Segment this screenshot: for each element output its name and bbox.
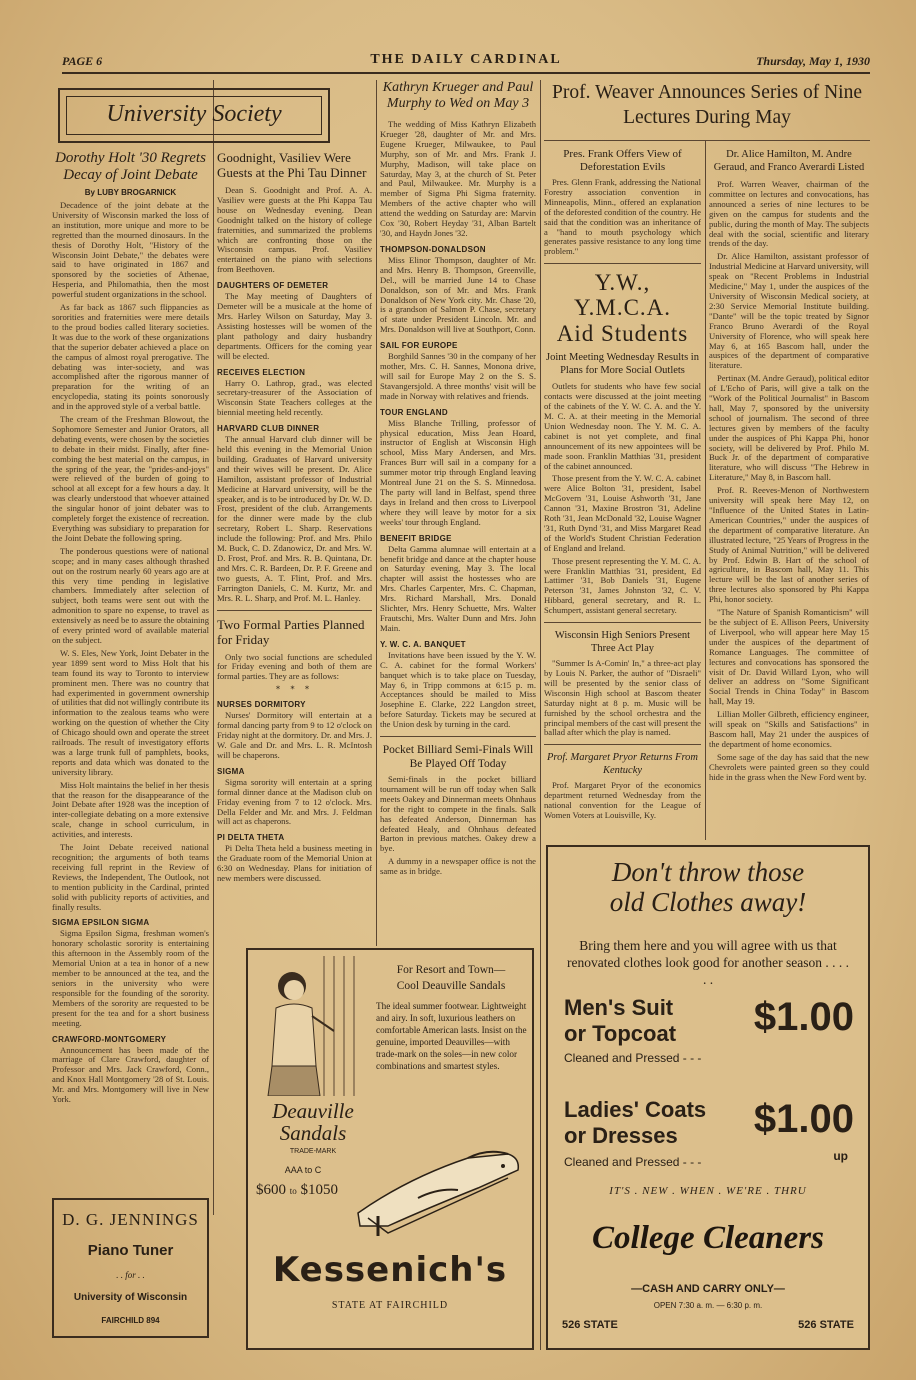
jennings-for: . . for . . — [116, 1270, 145, 1280]
issue-date: Thursday, May 1, 1930 — [756, 54, 870, 68]
crawford-heading: CRAWFORD-MONTGOMERY — [52, 1034, 167, 1044]
divider — [544, 622, 701, 623]
goodnight-item-text: The annual Harvard club dinner will be held this evening in the Memorial Union building. Graduates of Harvard university and their wives will be present. Dr. Alice Hamilton, assistant professor of Industrial Medicine at Harvard university, will be the speaker, and is to be introduced by Dr. W. D. Frost, president of the club. Arrangements for the dinner were made by the club secretary, Robert L. Sharp. Reservations include the following: Prof. and Mrs. Philo M. Buck, C. D. Zdanowicz, Dr. and Mrs. W. D. Frost, Prof. and Mrs. R. B. Quintana, Dr. and Mrs. C. R. Bardeen, Dr. P. F. Greene and two guests, A. T. Flint, Prof. and Mrs. Farrington Daniels, C. M. Kurtz, Mr. and Mrs. R. L. Sharp, and Prof. M. L. Hanley. — [217, 434, 372, 603]
jennings-phone: FAIRCHILD 894 — [101, 1316, 160, 1325]
highseniors-headline: Wisconsin High Seniors Present Three Act Play — [554, 630, 691, 655]
ywca-paragraph: Outlets for students who have few social contacts were discussed at the joint meeting of the cabinets of the Y. W. C. A. and the Y. M. C. A. at their meeting in the Memorial Union Wednesday noon. The Y. M. C. A. cabinet is not yet complete, and final announcement of its new appointees will be made soon. Franklin Matthias '31, president of the cabinet announced. — [544, 381, 701, 471]
holt-paragraph: The ponderous questions were of national scope; and in many cases although thrashed out on the rostrum nearly 60 years ago are at this very time pending in legislative chambers. Immediately after selection of subject, both teams were sent out with the admonition to spare no expense, to travel as extensively as need be to assure the obtaining of every printed word of available material on the subject. — [52, 545, 209, 645]
ywca-headline-line2: Aid Students — [556, 321, 689, 347]
krueger-headline: Kathryn Krueger and Paul Murphy to Wed on May 3 — [382, 80, 534, 111]
divider — [544, 744, 701, 745]
holt-byline: By LUBY BROGARNICK — [84, 188, 177, 197]
price-high: $1050 — [300, 1182, 339, 1198]
krueger-item-text: Invitations have been issued by the Y. W. C. A. cabinet for the formal Workers' banquet which is to take place on Tuesday, May 6, in Tripp commons at 6:15 p. m. Acceptances should be mailed to Miss Josephine E. Clarke, 222 Langdon street, before Saturday. Tickets may be secured at the Union desk by turning in the card. — [380, 649, 536, 730]
krueger-item-text: Miss Elinor Thompson, daughter of Mr. and Mrs. Henry B. Thompson, Greenville, Del., will be married June 14 to Chase Donaldson, son of Mr. and Mrs. Frank Donaldson of New York city. Mr. Chase '20, is a grandson of Salmon P. Chase, secretary of state under President Lincoln. Mr. and Mrs. Donaldson will live at Southport, Conn. — [380, 254, 536, 335]
column-3 — [380, 80, 536, 945]
weaver-headline: Prof. Weaver Announces Series of Nine Lectures During May — [552, 82, 862, 128]
page-number: PAGE 6 — [62, 54, 103, 68]
college-cleaners-logo: College Cleaners — [592, 1220, 824, 1256]
holt-paragraph: The Joint Debate received national recognition; the arguments of both teams receiving full reprint in the Review of Reviews, the Independent, The Outlook, not to mention publicity in the Cardinal, printed solid with publicity reports of activities, and finally results. — [52, 842, 209, 912]
stars-divider: * * * — [275, 685, 314, 695]
column-5 — [709, 148, 869, 843]
item2-sub: Cleaned and Pressed - - - — [564, 1155, 702, 1169]
column-2 — [217, 150, 372, 945]
item2-title — [564, 1097, 706, 1149]
sandals-heading-2: Cool Deauville Sandals — [396, 980, 506, 992]
price-low: $600 — [256, 1182, 286, 1198]
divider — [380, 736, 536, 737]
headline-rule — [544, 140, 870, 141]
weaver-subhead: Dr. Alice Hamilton, M. Andre Geraud, and Franco Averardi Listed — [713, 149, 865, 173]
holt-paragraph: Miss Holt maintains the belief in her thesis that the reason for the disappearance of the Joint Debate after 1928 was the inception of inter-collegiate debating on a more extensive scale, change in school curriculum, in activities, and interests. — [52, 779, 209, 840]
ywca-subhead: Joint Meeting Wednesday Results in Plans for More Social Outlets — [546, 352, 699, 377]
goodnight-text: Dean S. Goodnight and Prof. A. A. Vasiliev were guests at the Phi Kappa Tau house on Wednesday evening. Dean Goodnight talked on the history of college fraternities, and summarized the problems which are confronting those on the Wisconsin campus. Prof. Vasiliev entertained on the piano with selections from Beethoven. — [217, 185, 372, 275]
cleaners-tagline: IT'S . NEW . WHEN . WE'RE . THRU — [609, 1185, 807, 1197]
weaver-paragraph: Prof. R. Reeves-Menon of Northwestern university will speak here May 12, on "Influence of the United States in Latin-American Countries," under the auspices of the department of comparative literature. An illustrated lecture, "25 Years of Progress in the Study of Animal Nutrition," will be delivered by Prof. Edwin B. Hart of the school of agriculture, in Bascom hall, May 11. This lecture will be the last of another series of three lectures also sponsored by Phi Kappa Phi, honor society. — [709, 485, 869, 605]
column-1 — [52, 150, 209, 1190]
goodnight-item-heading: HARVARD CLUB DINNER — [217, 424, 320, 434]
weaver-paragraph: Pertinax (M. Andre Geraud), political editor of L'Echo of Paris, will give a talk on the "Work of the Political Journalist" in Bascom hall, May 7, sponsored by the university school of journalism. The second of three lectures given by members of the faculty under the auspices of Phi Kappa Phi, honor society, will be delivered by Prof. Philo M. Buck Jr. of the department of comparative literature, who will discuss "The Hebrew in Literature," May 8, in Bascom hall. — [709, 373, 869, 483]
item1-line2: or Topcoat — [564, 1021, 677, 1046]
holt-headline: Dorothy Holt '30 Regrets Decay of Joint Debate — [55, 150, 206, 183]
column-rule — [213, 80, 214, 1215]
formal-headline: Two Formal Parties Planned for Friday — [217, 616, 365, 647]
column-rule — [540, 80, 541, 1350]
society-header-box — [58, 88, 330, 143]
krueger-item-heading: TOUR ENGLAND — [380, 407, 448, 417]
item1-sub: Cleaned and Pressed - - - — [564, 1051, 702, 1065]
sigma-epsilon-heading: SIGMA EPSILON SIGMA — [52, 918, 150, 928]
society-title: University Society — [106, 101, 282, 127]
sandals-ad — [246, 948, 534, 1350]
cleaners-ad — [546, 845, 870, 1350]
pryor-headline: Prof. Margaret Pryor Returns From Kentucky — [547, 752, 698, 777]
goodnight-headline: Goodnight, Vasiliev Were Guests at the Phi Tau Dinner — [217, 150, 367, 180]
formal-item-heading: PI DELTA THETA — [217, 833, 285, 843]
masthead — [62, 52, 870, 74]
formal-item-text: Pi Delta Theta held a business meeting in the Graduate room of the Memorial Union at 6:30 on Wednesday. Plans for initiation of new members were discussed. — [217, 843, 372, 884]
item2-line1: Ladies' Coats — [564, 1097, 707, 1122]
kessenich-logo: Kessenich's — [272, 1250, 508, 1290]
frank-headline: Pres. Frank Offers View of Deforestation Evils — [563, 148, 682, 173]
jennings-title: Piano Tuner — [87, 1242, 174, 1259]
holt-paragraph: W. S. Eles, New York, Joint Debater in the year 1899 sent word to Miss Holt that his team found its way to Toronto to interview prominent men. There was no country that had experimented in government ownership of utilities that did not willingly contribute its information to the zealous teams who were working on the question of whether the City of Chicago should own and operate the street railroads. The result of investigatory efforts was a large trunk full of pamphlets, books, reports and data which was donated to the university library. — [52, 647, 209, 777]
formal-item-text: Sigma sorority will entertain at a spring formal dinner dance at the Madison club on Friday evening from 7 to 12 o'clock. Mrs. Della Felder and Mr. and Mrs. J. Feldman will act as chaperons. — [217, 776, 372, 827]
sandals-text: The ideal summer footwear. Lightweight and airy. In soft, luxurious leathers on comfortable American lasts. Insist on the genuine, imported Deauvilles—with trade-mark on the soles—in new color combinations and smartest styles. — [376, 1001, 527, 1071]
formal-item-heading: NURSES DORMITORY — [217, 700, 306, 710]
jennings-place: University of Wisconsin — [73, 1292, 188, 1303]
frank-text: Pres. Glenn Frank, addressing the National Forestry association convention in Minneapolis, Minn., offered an explanation of the deforested condition of the country. He said that the condition was an inheritance of a "hand to mouth psychology which generates passive resistance to any long time problem." — [544, 177, 701, 257]
item1-line1: Men's Suit — [564, 995, 674, 1020]
sigma-epsilon-text: Sigma Epsilon Sigma, freshman women's honorary scholastic sorority is entertaining this afternoon in the Assembly room of the Memorial Union at a tea in honor of a new member to be announced at the tea, and the seniors in the university who were responsible for the founding of the sorority. Members of the sorority are requested to be present for the tea and for a short business meeting. — [52, 928, 209, 1028]
divider — [217, 610, 372, 611]
weaver-paragraph: Dr. Alice Hamilton, assistant professor of Industrial Medicine at Harvard university, will speak on "Recent Problems in Industrial Medicine," May 1, under the auspices of the University of Wisconsin Medical society, at 2:30 Service Memorial Institute building. "Dante" will be the topic treated by Signor Franco Bruno Averardi of the Royal University of Florence, who will speak here May 6, at 165 Bascom hall, under the auspices of the department of comparative literature. — [709, 251, 869, 371]
ywca-paragraph: Those present from the Y. W. C. A. cabinet were Alice Bolton '31, president, Isabel McGovern '31, Louise Ashworth '31, Jane Cannon '31, Maxine Brostron '31, Adeline Roth '31, Jean McDonald '32, Louise Wagner '31, Ruth Dynd '31, and Miss Margaret Read of the World's Student Christian Federation of England and Ireland. — [544, 473, 701, 553]
weaver-paragraph: Prof. Warren Weaver, chairman of the committee on lectures and convocations, has announced a series of nine lectures to be given on the campus for students and the public, during the month of May. The subjects deal with the social, scientific and literary trends of the day. — [709, 179, 869, 249]
goodnight-item-text: The May meeting of Daughters of Demeter will be a musicale at the home of Mrs. Harley Wilson on Saturday, May 3. Assisting hostesses will be women of the plant pathology and dairy husbandry departments. Officers for the coming year will be elected. — [217, 291, 372, 361]
cleaners-headline-1: Don't throw those — [611, 857, 805, 887]
formal-item-text: Nurses' Dormitory will entertain at a formal dancing party from 9 to 12 o'clock on Friday night at the dormitory. Dr. and Mrs. J. W. Gale and Dr. and Mrs. L. R. McIntosh will be chaperons. — [217, 710, 372, 760]
divider — [544, 263, 701, 264]
jennings-name: D. G. JENNINGS — [62, 1210, 199, 1229]
highseniors-text: "Summer Is A-Comin' In," a three-act play by Louis N. Parker, the author of "Disraeli" will be presented by the senior class of Wisconsin High school at Bascom theater Saturday night at 8 p. m. Music will be furnished by the school orchestra and the principal members of the cast will present the ballad after which the play is named. — [544, 658, 701, 738]
item1-price: $1.00 — [753, 995, 854, 1039]
trademark-label: TRADE-MARK — [289, 1148, 337, 1155]
pryor-text: Prof. Margaret Pryor of the economics department returned Wednesday from the national convention for the League of Women Voters at Louisville, Ky. — [544, 780, 701, 821]
sandals-heading-1: For Resort and Town— — [396, 964, 506, 976]
woman-illustration-icon — [254, 956, 372, 1096]
holt-paragraph: The cream of the Freshman Blowout, the Sophomore Semester and Junior Orators, all debating events, were chosen by the societies to debate in their midst. Finally, after fine-combing the best material on the campus, in the spring of the year, the "prides-and-joys" were relieved of the burden of going to school at all except for a few hours a day. It was clearly understood that whoever attained the singular honor of joint debater was to completely forget the existence of recreation. Everything was subsidiary to preparation for the Joint Debate the following spring. — [52, 414, 209, 543]
weaver-paragraph: "The Nature of Spanish Romanticism" will be the subject of E. Allison Peers, University of Liverpool, who will appear here May 15 under the auspices of the department of Romance Languages. The committee of lectures and convocations has sponsored the visit of Dr. David Willard Lyon, who will deliver an address on "Some Significant Social Trends in China Today" in Bascom hall, May 19. — [709, 607, 869, 707]
weaver-paragraph: Lillian Moller Gilbreth, efficiency engineer, will speak on "Skills and Satisfactions" in Bascom hall, May 21 under the auspices of the department of home economics. — [709, 709, 869, 749]
item2-price: $1.00 — [753, 1097, 854, 1141]
cleaners-intro: Bring them here and you will agree with us that renovated clothes look good for another season . . . . . . — [567, 938, 849, 987]
billiard-headline: Pocket Billiard Semi-Finals Will Be Played Off Today — [382, 744, 534, 771]
holt-paragraph: Decadence of the joint debate at the University of Wisconsin marked the loss of an institution, more unique and more to be regretted than the mourned dinosaurs. In the thesis of Dorothy Holt, "History of the Wisconsin Joint Debate," the debates were said to have originated in 1867 and sponsored by the societies of Athenae, Hesperia, and Philomathia, then the most powerful student organizations in the school. — [52, 200, 209, 300]
item2-line2: or Dresses — [564, 1123, 678, 1148]
deauville-brand-line2: Sandals — [279, 1121, 347, 1145]
column-rule — [376, 80, 377, 946]
column-rule — [705, 140, 706, 840]
cleaners-address-right: 526 STATE — [798, 1319, 854, 1331]
price-to: to — [289, 1186, 297, 1196]
item2-up: up — [833, 1149, 848, 1163]
crawford-text: Announcement has been made of the marriage of Clare Crawford, daughter of Professor and Mrs. Jack Crawford, Conn., and Knox Hall Montgomery '28 of St. Louis. Mr. and Mrs. Montgomery will live in New York. — [52, 1044, 209, 1105]
ywca-headline-line1: Y.W., Y.M.C.A. — [573, 270, 672, 321]
deauville-brand-line1: Deauville — [272, 1099, 354, 1123]
krueger-item-heading: Y. W. C. A. BANQUET — [380, 639, 466, 649]
sandal-icon — [348, 1118, 528, 1238]
cleaners-headline-2: old Clothes away! — [609, 887, 807, 917]
krueger-item-heading: THOMPSON-DONALDSON — [380, 244, 486, 254]
newspaper-name: THE DAILY CARDINAL — [370, 52, 562, 67]
size-range: AAA to C — [284, 1165, 322, 1175]
formal-text: Only two social functions are scheduled for Friday evening and both of them are formal parties. They are as follows: — [217, 651, 372, 682]
weaver-paragraph: Some sage of the day has said that the new Chevrolets were painted green so they could hide in the grass when the New Ford went by. — [709, 751, 869, 782]
krueger-item-text: Delta Gamma alumnae will entertain at a benefit bridge and dance at the chapter house on Saturday evening, May 3. The local chapter will assist the hostesses who are Mrs. Charles Carpenter, Mrs. C. Chapman, Mrs. Richard Marshall, Mrs. Donald Slichter, Mrs. Henry Schuette, Mrs. Walter Frautschi, Mrs. Walter Dunn and Mrs. John Main. — [380, 543, 536, 633]
krueger-item-heading: BENEFIT BRIDGE — [380, 533, 452, 543]
column-4 — [544, 148, 701, 843]
goodnight-item-heading: DAUGHTERS OF DEMETER — [217, 281, 329, 291]
item1-title — [564, 995, 676, 1047]
cleaners-hours: OPEN 7:30 a. m. — 6:30 p. m. — [653, 1301, 763, 1310]
krueger-item-heading: SAIL FOR EUROPE — [380, 341, 458, 351]
krueger-item-text: Miss Blanche Trilling, professor of physical education, Miss Jean Hoard, instructor of English at Wisconsin High school, Miss Mary Andersen, and Mrs. Frances Burr will sail in a company for a summer motor trip through England leaving Montreal June 21 on the S. S. Minnedosa. The party will land in Belfast, spend three days in Ireland and then cross to Liverpool where they will leave by motor for a six weeks' tour through England. — [380, 417, 536, 527]
krueger-text: The wedding of Miss Kathryn Elizabeth Krueger '28, daughter of Mr. and Mrs. Eugene Krueger, Milwaukee, to Paul Murphy, son of Mr. and Mrs. Frank J. Murphy, Madison, will take place on Saturday, May 3, at the church of St. Peter and Paul, Milwaukee. Mr. Murphy is a member of Sigma Phi Sigma fraternity. Members of the active chapter who will attend the wedding on Saturday are: Marvin Cox '30, Robert Heyday '31, Alban Bartelt '30, and Haydn Jones '32. — [380, 119, 536, 238]
billiard-text: Semi-finals in the pocket billiard tournament will be run off today when Salk meets Oakey and Dinnerman meets Ohnhaus for the right to compete in the finals. Salk has defeated Anderson, Dinnerman has defeated Healy, and Ohnhaus defeated Barton in previous matches. Oakey drew a bye. — [380, 774, 536, 854]
holt-paragraph: As far back as 1867 such flippancies as sororities and fraternities were mere details to the proud bodies called literary societies. It was due to the work of these organizations that the superior debater achieved a place on the campus of almost royal prerogative. The debating was inter-society, and was accomplished after the rigorous manner of preparation for the writing of an encyclopedia, stating its points sonorously and in the approved style of a verbal battle. — [52, 302, 209, 412]
billiard-note: A dummy in a newspaper office is not the same as in bridge. — [380, 856, 536, 877]
goodnight-item-heading: RECEIVES ELECTION — [217, 367, 306, 377]
formal-item-heading: SIGMA — [217, 766, 245, 776]
jennings-ad — [52, 1198, 209, 1338]
kessenich-address: STATE AT FAIRCHILD — [331, 1300, 449, 1311]
cleaners-address-left: 526 STATE — [562, 1319, 618, 1331]
goodnight-item-text: Harry O. Lathrop, grad., was elected secretary-treasurer of the Association of Wisconsin State Teachers colleges at the biennial meeting held recently. — [217, 377, 372, 418]
cash-and-carry: —CASH AND CARRY ONLY— — [631, 1283, 785, 1295]
krueger-item-text: Borghild Sannes '30 in the company of her mother, Mrs. C. H. Sannes, Monona drive, will sail for Europe May 2 on the S. S. Stavangersjold. A three months' visit will be made in Norway with relatives and friends. — [380, 351, 536, 401]
ywca-paragraph: Those present representing the Y. M. C. A. were Franklin Matthias '31, president, Ed Lattimer '31, Bob Daniels '31, Eugene Peterson '31, James Johnston '32, C. V. Hibbard, general secretary, and R. L. Schumpert, assistant general secretary. — [544, 555, 701, 616]
